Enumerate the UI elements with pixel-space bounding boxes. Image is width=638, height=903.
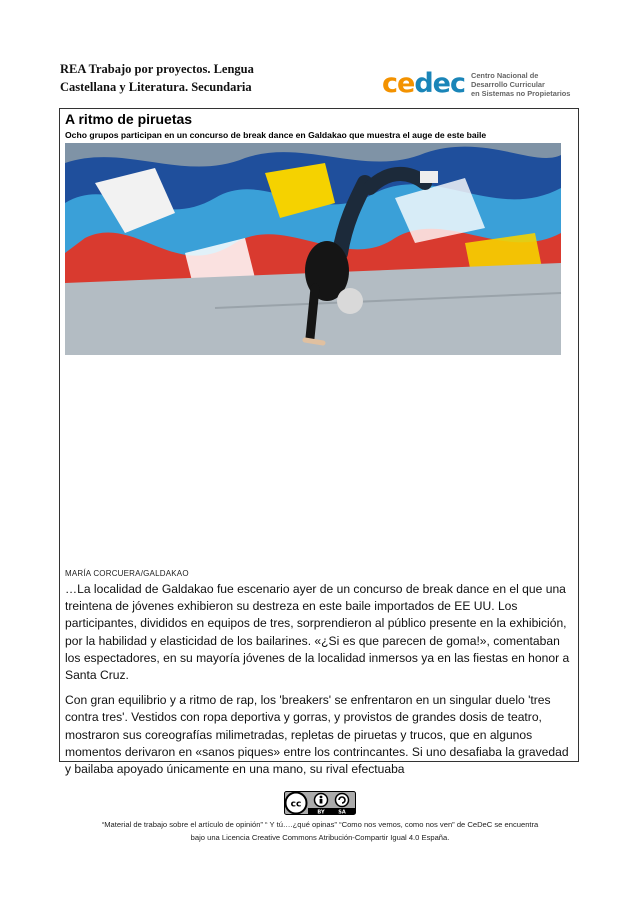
- license-footer: [60, 818, 580, 844]
- cedec-logo-word: [382, 70, 465, 98]
- logo-sub-line-2: Desarrollo Curricular: [470, 79, 545, 89]
- document-header-title: [60, 60, 290, 96]
- article-paragraph-1: …La localidad de Galdakao fue escenario ayer de un concurso de break dance en el que una treintena de jóvenes exhibieron su destreza en este baile importados de EE UU. Los participantes, divididos en equipos de tres, sorprendieron al público presente en la exhibición, por la habilidad y elasticidad de los bailarines. «¿Si es que parecen de goma!», comentaban los espectadores, en su mayoría jóvenes de la localidad inmersos ya en las fiestas en honor a Santa Cruz.: [65, 582, 570, 683]
- article-subtitle: Ocho grupos participan en un concurso de break dance en Galdakao que muestra el auge de este baile: [65, 130, 487, 140]
- article-title: A ritmo de piruetas: [65, 111, 193, 127]
- logo-word-part-2: dec: [414, 68, 465, 99]
- logo-sub-line-3: en Sistemas no Propietarios: [470, 88, 571, 98]
- footer-line-1: “Material de trabajo sobre el artículo de opinión” “ Y tú….¿qué opinas” “Como nos vemos, como nos ven” de CeDeC se encuentra: [101, 820, 539, 829]
- by-label: BY: [317, 809, 325, 816]
- article-frame: [59, 108, 579, 777]
- cc-license-badge[interactable]: [284, 791, 356, 815]
- footer-line-2: bajo una Licencia Creative Commons Atribución-Compartir Igual 4.0 España.: [190, 833, 450, 842]
- logo-word-part-1: ce: [382, 68, 415, 99]
- article-byline: MARÍA CORCUERA/GALDAKAO: [65, 569, 189, 578]
- breakdance-photo: [65, 143, 561, 355]
- sa-label: SA: [338, 809, 346, 816]
- cedec-logo-subtitle: [471, 71, 570, 98]
- breakdance-photo-illustration: [65, 143, 561, 355]
- cc-glyph: cc: [290, 799, 302, 810]
- cedec-logo: [382, 70, 570, 98]
- header-title-line-1: REA Trabajo por proyectos. Lengua: [60, 62, 254, 76]
- header-title-line-2: Castellana y Literatura. Secundaria: [60, 80, 252, 94]
- article-body: [65, 581, 573, 786]
- article-paragraph-2: Con gran equilibrio y a ritmo de rap, los 'breakers' se enfrentaron en un singular duelo 'tres contra tres'. Vestidos con ropa deportiva y gorras, y provistos de grandes dosis de teatro, mostraron sus coreografías milimetradas, repletas de piruetas y trucos, que en algunos momentos derivaron en «sanos piques» entre los contrincantes. Si uno desafiaba la gravedad y bailaba apoyado únicamente en una mano, su rival efectuaba: [65, 693, 569, 777]
- cc-by-sa-icon: [284, 791, 356, 815]
- logo-sub-line-1: Centro Nacional de: [470, 70, 539, 80]
